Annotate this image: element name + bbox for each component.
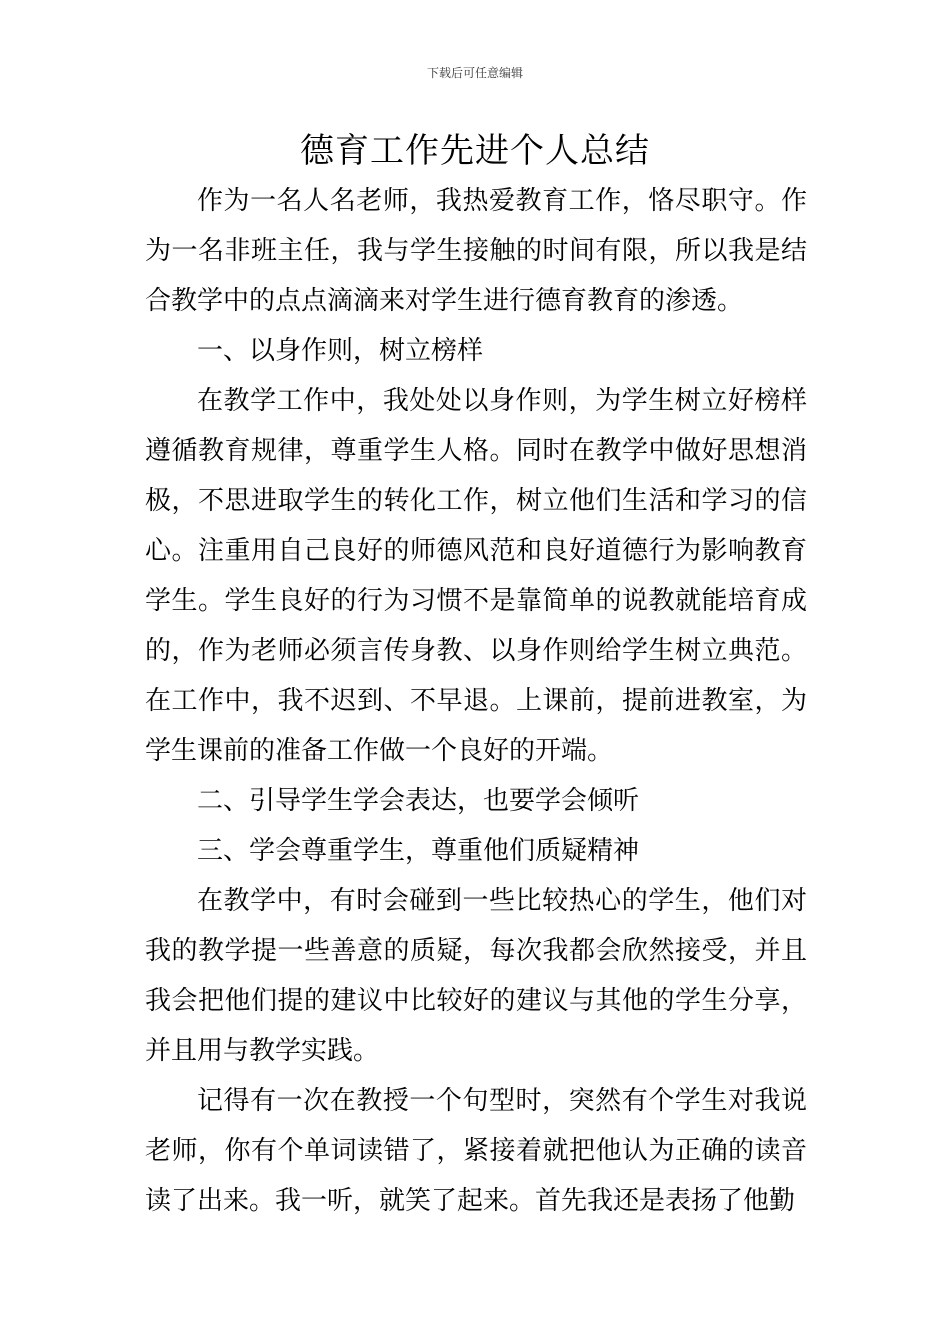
paragraph-section-3: 在教学中，有时会碰到一些比较热心的学生，他们对我的教学提一些善意的质疑，每次我都会欣然接受，并且我会把他们提的建议中比较好的建议与其他的学生分享，并且用与教学实践。 <box>145 886 807 1066</box>
paragraph-section-1: 在教学工作中，我处处以身作则，为学生树立好榜样遵循教育规律，尊重学生人格。同时在教学中做好思想消极，不思进取学生的转化工作，树立他们生活和学习的信心。注重用自己良好的师德风范和良好道德行为影响教育学生。学生良好的行为习惯不是靠简单的说教就能培育成的，作为老师必须言传身教、以身作则给学生树立典范。在工作中，我不迟到、不早退。上课前，提前进教室，为学生课前的准备工作做一个良好的开端。 <box>145 386 807 766</box>
paragraph-intro: 作为一名人名老师，我热爱教育工作，恪尽职守。作为一名非班主任，我与学生接触的时间有限，所以我是结合教学中的点点滴滴来对学生进行德育教育的渗透。 <box>145 186 807 316</box>
section-heading-1: 一、以身作则，树立榜样 <box>197 336 484 366</box>
document-title: 德育工作先进个人总结 <box>300 131 650 171</box>
section-heading-2: 二、引导学生学会表达，也要学会倾听 <box>197 786 640 816</box>
document-body <box>145 176 807 1226</box>
paragraph-anecdote: 记得有一次在教授一个句型时，突然有个学生对我说老师，你有个单词读错了，紧接着就把他认为正确的读音读了出来。我一听，就笑了起来。首先我还是表扬了他勤 <box>145 1086 807 1216</box>
page-header-note: 下载后可任意编辑 <box>426 66 523 80</box>
section-heading-3: 三、学会尊重学生，尊重他们质疑精神 <box>197 836 640 866</box>
